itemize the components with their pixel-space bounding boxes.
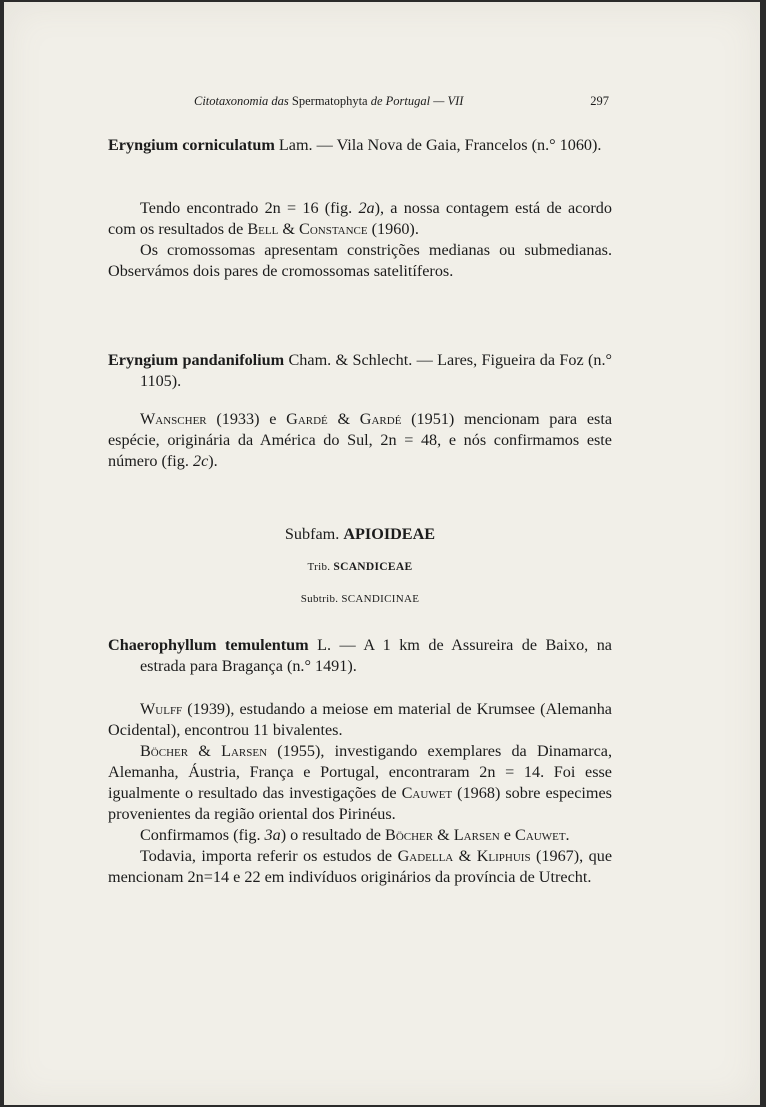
paragraph: Böcher & Larsen (1955), investigando exemplares da Dinamarca, Alemanha, Áustria, França e Portugal, encontraram 2n = 14. Foi esse igualmente o resultado das investigações de Cauwet (1968) sobre especimes provenientes da região oriental dos Pirinéus. (108, 742, 612, 823)
entry-chaerophyllum-temulentum (108, 635, 612, 677)
running-title: Citotaxonomia das Spermatophyta de Portugal — VII (194, 94, 464, 108)
paragraph: Wulff (1939), estudando a meiose em material de Krumsee (Alemanha Ocidental), encontrou 11 bivalentes. (108, 700, 612, 739)
page-number: 297 (590, 94, 609, 108)
paragraph: Tendo encontrado 2n = 16 (fig. 2a), a nossa contagem está de acordo com os resultados de Bell & Constance (1960). (108, 199, 612, 238)
entry3-paragraphs (108, 699, 612, 888)
tribe-heading: Trib. SCANDICEAE (307, 561, 413, 573)
paragraph: Confirmamos (fig. 3a) o resultado de Böcher & Larsen e Cauwet. (140, 826, 570, 844)
paragraph: Wanscher (1933) e Gardé & Gardé (1951) mencionam para esta espécie, originária da América do Sul, 2n = 48, e nós confirmamos este número (fig. 2c). (108, 410, 612, 470)
species-heading: Chaerophyllum temulentum L. — A 1 km de Assureira de Baixo, na estrada para Bragança (n.° 1491). (108, 636, 612, 675)
entry-eryngium-corniculatum (108, 135, 612, 156)
entry-eryngium-pandanifolium (108, 350, 612, 392)
species-heading: Eryngium corniculatum Lam. — Vila Nova de Gaia, Francelos (n.° 1060). (108, 136, 602, 154)
running-header (194, 94, 609, 114)
subtribe-heading: Subtrib. SCANDICINAE (300, 593, 420, 605)
paragraph: Todavia, importa referir os estudos de Gadella & Kliphuis (1967), que mencionam 2n=14 e 22 em indivíduos originários da província de Utrecht. (108, 847, 613, 886)
entry1-paragraphs (108, 198, 612, 282)
subfamily-heading: Subfam. APIOIDEAE (284, 525, 436, 543)
paragraph: Os cromossomas apresentam constrições medianas ou submedianas. Observámos dois pares de cromossomas satelitíferos. (108, 241, 612, 280)
species-heading: Eryngium pandanifolium Cham. & Schlecht. — Lares, Figueira da Foz (n.° 1105). (108, 351, 612, 390)
entry2-paragraphs (108, 409, 612, 472)
book-page (4, 2, 760, 1105)
